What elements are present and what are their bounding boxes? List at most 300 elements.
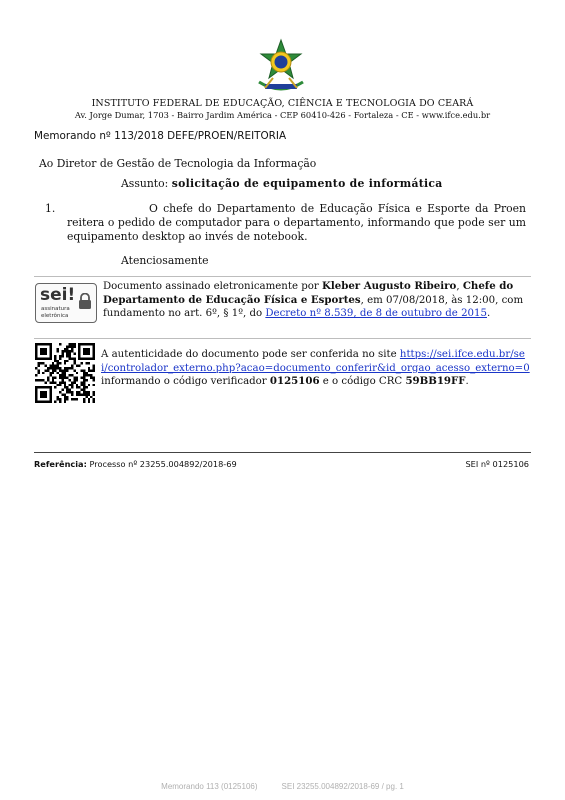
qr-module <box>49 353 51 355</box>
qr-module <box>37 372 39 374</box>
qr-module <box>85 396 87 398</box>
qr-module <box>81 393 83 395</box>
qr-module <box>71 357 73 359</box>
qr-module <box>64 374 66 376</box>
qr-module <box>64 386 66 388</box>
authenticity-mid: informando o código verificador <box>101 376 270 387</box>
qr-module <box>69 379 71 381</box>
qr-module <box>57 384 59 386</box>
qr-module <box>93 401 95 403</box>
qr-module <box>71 384 73 386</box>
qr-module <box>61 372 63 374</box>
qr-module <box>61 353 63 355</box>
signature-end: . <box>487 308 491 319</box>
qr-module <box>93 398 95 400</box>
qr-module <box>78 357 80 359</box>
signer-role: Chefe do Departamento de Educação Física e Esportes <box>103 280 514 306</box>
qr-module <box>76 384 78 386</box>
qr-module <box>45 369 47 371</box>
qr-module <box>66 391 68 393</box>
subject-text: solicitação de equipamento de informática <box>171 177 443 190</box>
qr-module <box>42 396 44 398</box>
qr-module <box>57 360 59 362</box>
qr-module <box>71 393 73 395</box>
page-footer <box>0 782 565 791</box>
qr-module <box>35 396 37 398</box>
qr-module <box>93 393 95 395</box>
qr-module <box>69 353 71 355</box>
qr-module <box>66 389 68 391</box>
qr-module <box>40 391 42 393</box>
decree-link[interactable]: Decreto nº 8.539, de 8 de outubro de 2015 <box>265 308 487 319</box>
qr-module <box>83 350 85 352</box>
qr-module <box>59 355 61 357</box>
qr-module <box>40 357 42 359</box>
divider-top <box>34 276 531 277</box>
qr-module <box>49 365 51 367</box>
qr-module <box>83 401 85 403</box>
qr-module <box>88 393 90 395</box>
qr-module <box>47 401 49 403</box>
qr-module <box>59 369 61 371</box>
qr-module <box>57 365 59 367</box>
qr-module <box>66 377 68 379</box>
qr-module <box>78 365 80 367</box>
crc-code: 59BB19FF <box>405 375 466 387</box>
qr-module <box>64 350 66 352</box>
qr-module <box>83 398 85 400</box>
qr-module <box>83 393 85 395</box>
qr-module <box>71 348 73 350</box>
qr-module <box>90 369 92 371</box>
qr-module <box>61 377 63 379</box>
qr-module <box>59 357 61 359</box>
signature-comma: , <box>456 281 463 292</box>
qr-module <box>42 350 44 352</box>
qr-module <box>49 393 51 395</box>
qr-module <box>47 379 49 381</box>
qr-module <box>37 369 39 371</box>
qr-module <box>88 401 90 403</box>
qr-module <box>35 398 37 400</box>
qr-module <box>42 401 44 403</box>
qr-module <box>88 384 90 386</box>
qr-module <box>66 350 68 352</box>
qr-module <box>78 353 80 355</box>
authenticity-intro: A autenticidade do documento pode ser conferida no site <box>101 349 400 360</box>
footer-document: Memorando 113 (0125106) <box>161 782 258 791</box>
qr-module <box>59 362 61 364</box>
qr-module <box>49 345 51 347</box>
qr-module <box>52 362 54 364</box>
qr-module <box>52 381 54 383</box>
qr-module <box>54 355 56 357</box>
qr-module <box>78 391 80 393</box>
qr-module <box>83 374 85 376</box>
qr-module <box>45 343 47 345</box>
qr-module <box>40 350 42 352</box>
qr-module <box>78 350 80 352</box>
qr-module <box>45 393 47 395</box>
qr-module <box>88 348 90 350</box>
qr-module <box>45 365 47 367</box>
reference-label: Referência: <box>34 459 87 469</box>
qr-module <box>81 357 83 359</box>
qr-module <box>57 362 59 364</box>
qr-module <box>83 391 85 393</box>
qr-module <box>49 367 51 369</box>
qr-module <box>71 398 73 400</box>
qr-module <box>73 360 75 362</box>
qr-module <box>64 367 66 369</box>
qr-module <box>59 398 61 400</box>
qr-module <box>83 357 85 359</box>
qr-module <box>69 357 71 359</box>
qr-module <box>71 365 73 367</box>
qr-module <box>45 381 47 383</box>
qr-module <box>93 377 95 379</box>
qr-module <box>42 353 44 355</box>
qr-module <box>49 391 51 393</box>
qr-module <box>76 372 78 374</box>
qr-module <box>45 396 47 398</box>
qr-module <box>64 384 66 386</box>
qr-module <box>64 372 66 374</box>
qr-module <box>64 381 66 383</box>
qr-module <box>76 398 78 400</box>
qr-module <box>52 369 54 371</box>
qr-module <box>64 369 66 371</box>
qr-module <box>49 355 51 357</box>
qr-module <box>83 379 85 381</box>
qr-module <box>52 365 54 367</box>
qr-module <box>37 343 39 345</box>
qr-module <box>76 393 78 395</box>
qr-module <box>49 398 51 400</box>
qr-module <box>45 348 47 350</box>
qr-module <box>66 396 68 398</box>
qr-module <box>66 360 68 362</box>
qr-module <box>66 345 68 347</box>
qr-code <box>35 343 95 403</box>
qr-module <box>69 384 71 386</box>
qr-module <box>42 393 44 395</box>
signature-intro: Documento assinado eletronicamente por <box>103 281 322 292</box>
qr-module <box>40 401 42 403</box>
qr-module <box>73 381 75 383</box>
qr-module <box>42 362 44 364</box>
qr-module <box>40 393 42 395</box>
sei-verification-link[interactable]: https://sei.ifce.edu.br/sei/controlador_externo.php?acao=documento_conferir&id_orgao_acesso_externo=0 <box>101 349 530 374</box>
qr-module <box>35 353 37 355</box>
qr-module <box>35 350 37 352</box>
qr-module <box>49 396 51 398</box>
qr-module <box>40 396 42 398</box>
qr-module <box>57 367 59 369</box>
qr-module <box>37 357 39 359</box>
qr-module <box>93 345 95 347</box>
qr-module <box>59 381 61 383</box>
qr-module <box>64 396 66 398</box>
qr-module <box>45 386 47 388</box>
authenticity-and: e o código CRC <box>319 376 406 387</box>
qr-module <box>71 367 73 369</box>
qr-module <box>78 348 80 350</box>
qr-module <box>66 353 68 355</box>
memo-recipient: Ao Diretor de Gestão de Tecnologia da Informação <box>39 157 317 170</box>
reference-process <box>34 459 237 469</box>
qr-module <box>88 362 90 364</box>
qr-module <box>47 357 49 359</box>
qr-module <box>93 391 95 393</box>
qr-module <box>59 374 61 376</box>
qr-module <box>85 393 87 395</box>
qr-module <box>42 391 44 393</box>
divider-reference <box>34 452 531 453</box>
qr-module <box>47 377 49 379</box>
footer-process-page: SEI 23255.004892/2018-69 / pg. 1 <box>281 782 404 791</box>
qr-module <box>93 369 95 371</box>
qr-module <box>69 355 71 357</box>
qr-module <box>93 353 95 355</box>
qr-module <box>93 357 95 359</box>
qr-module <box>88 357 90 359</box>
qr-module <box>49 350 51 352</box>
qr-module <box>35 391 37 393</box>
qr-module <box>66 398 68 400</box>
qr-module <box>45 350 47 352</box>
qr-module <box>81 362 83 364</box>
qr-module <box>64 360 66 362</box>
qr-module <box>78 355 80 357</box>
qr-module <box>57 350 59 352</box>
qr-module <box>45 401 47 403</box>
institution-address: Av. Jorge Dumar, 1703 - Bairro Jardim América - CEP 60410-426 - Fortaleza - CE - www.ifce.edu.br <box>74 110 491 120</box>
qr-module <box>85 343 87 345</box>
qr-module <box>54 377 56 379</box>
qr-module <box>73 353 75 355</box>
sei-logo-sub2: eletrônica <box>41 313 69 319</box>
memo-subject <box>121 177 443 190</box>
qr-module <box>61 350 63 352</box>
qr-module <box>76 365 78 367</box>
qr-module <box>85 391 87 393</box>
qr-module <box>69 391 71 393</box>
qr-module <box>57 372 59 374</box>
qr-module <box>66 386 68 388</box>
qr-module <box>49 374 51 376</box>
qr-module <box>88 391 90 393</box>
qr-module <box>76 386 78 388</box>
qr-module <box>85 357 87 359</box>
qr-module <box>88 353 90 355</box>
qr-module <box>37 379 39 381</box>
qr-module <box>61 379 63 381</box>
qr-module <box>78 345 80 347</box>
qr-module <box>49 348 51 350</box>
signature-date-text: , em 07/08/2018, às 12:00, com fundamento no art. 6º, § 1º, do <box>103 294 524 319</box>
qr-module <box>61 355 63 357</box>
qr-module <box>76 379 78 381</box>
qr-module <box>40 353 42 355</box>
qr-module <box>37 386 39 388</box>
qr-module <box>35 348 37 350</box>
qr-module <box>90 357 92 359</box>
paragraph-number: 1. <box>45 202 56 215</box>
subject-prefix: Assunto: <box>121 177 172 190</box>
qr-module <box>66 367 68 369</box>
qr-module <box>40 362 42 364</box>
qr-module <box>93 384 95 386</box>
coat-of-arms-emblem <box>251 38 311 94</box>
qr-module <box>37 365 39 367</box>
qr-module <box>45 391 47 393</box>
memo-identifier: Memorando nº 113/2018 DEFE/PROEN/REITORIA <box>34 130 287 142</box>
qr-module <box>73 377 75 379</box>
institution-name: INSTITUTO FEDERAL DE EDUCAÇÃO, CIÊNCIA E TECNOLOGIA DO CEARÁ <box>91 98 474 109</box>
qr-module <box>45 353 47 355</box>
qr-module <box>76 377 78 379</box>
qr-module <box>71 345 73 347</box>
verifier-code: 0125106 <box>269 375 320 387</box>
sei-logo-text: sei! <box>40 285 76 305</box>
qr-module <box>42 343 44 345</box>
qr-module <box>37 401 39 403</box>
qr-module <box>90 374 92 376</box>
qr-module <box>45 357 47 359</box>
qr-module <box>35 386 37 388</box>
qr-module <box>85 374 87 376</box>
qr-module <box>66 348 68 350</box>
qr-module <box>42 386 44 388</box>
qr-module <box>42 348 44 350</box>
qr-module <box>57 348 59 350</box>
qr-module <box>59 343 61 345</box>
qr-module <box>35 345 37 347</box>
qr-module <box>93 365 95 367</box>
qr-module <box>71 343 73 345</box>
qr-module <box>85 348 87 350</box>
qr-module <box>57 398 59 400</box>
signature-block <box>103 280 528 321</box>
qr-module <box>59 367 61 369</box>
qr-module <box>93 355 95 357</box>
qr-module <box>49 401 51 403</box>
qr-module <box>90 396 92 398</box>
qr-module <box>61 393 63 395</box>
qr-module <box>73 369 75 371</box>
qr-module <box>88 369 90 371</box>
qr-module <box>73 379 75 381</box>
qr-module <box>35 379 37 381</box>
qr-module <box>49 372 51 374</box>
qr-module <box>83 386 85 388</box>
qr-module <box>59 377 61 379</box>
qr-module <box>93 343 95 345</box>
qr-module <box>54 365 56 367</box>
qr-module <box>54 381 56 383</box>
authenticity-block <box>101 348 531 389</box>
qr-module <box>54 367 56 369</box>
qr-module <box>66 355 68 357</box>
qr-module <box>71 391 73 393</box>
signer-name: Kleber Augusto Ribeiro <box>322 280 457 292</box>
qr-module <box>83 353 85 355</box>
qr-module <box>71 374 73 376</box>
qr-module <box>81 389 83 391</box>
qr-module <box>81 381 83 383</box>
qr-module <box>83 377 85 379</box>
qr-module <box>54 386 56 388</box>
qr-module <box>71 381 73 383</box>
qr-module <box>49 389 51 391</box>
qr-module <box>64 377 66 379</box>
qr-module <box>73 343 75 345</box>
qr-module <box>64 362 66 364</box>
qr-module <box>85 353 87 355</box>
qr-module <box>93 350 95 352</box>
qr-module <box>61 369 63 371</box>
qr-module <box>42 372 44 374</box>
qr-module <box>85 350 87 352</box>
qr-module <box>54 357 56 359</box>
qr-module <box>69 343 71 345</box>
qr-module <box>42 379 44 381</box>
qr-module <box>35 355 37 357</box>
qr-module <box>40 348 42 350</box>
qr-module <box>64 401 66 403</box>
qr-module <box>52 379 54 381</box>
qr-module <box>54 401 56 403</box>
qr-module <box>81 343 83 345</box>
qr-module <box>93 367 95 369</box>
qr-module <box>83 372 85 374</box>
qr-module <box>66 369 68 371</box>
reference-sei-number: SEI nº 0125106 <box>465 459 529 469</box>
qr-module <box>64 348 66 350</box>
qr-module <box>73 357 75 359</box>
qr-module <box>88 343 90 345</box>
qr-module <box>85 379 87 381</box>
qr-module <box>93 379 95 381</box>
qr-module <box>78 343 80 345</box>
qr-module <box>35 343 37 345</box>
qr-module <box>35 367 37 369</box>
qr-module <box>35 389 37 391</box>
qr-module <box>49 381 51 383</box>
qr-module <box>35 357 37 359</box>
qr-module <box>69 350 71 352</box>
qr-module <box>47 343 49 345</box>
qr-module <box>61 374 63 376</box>
qr-module <box>88 374 90 376</box>
qr-module <box>78 386 80 388</box>
qr-module <box>81 369 83 371</box>
reference-process-number: Processo nº 23255.004892/2018-69 <box>86 459 237 469</box>
qr-module <box>93 348 95 350</box>
qr-module <box>40 343 42 345</box>
qr-module <box>47 367 49 369</box>
qr-module <box>90 343 92 345</box>
memo-closing: Atenciosamente <box>121 254 209 267</box>
qr-module <box>83 384 85 386</box>
qr-module <box>49 343 51 345</box>
qr-module <box>49 386 51 388</box>
qr-module <box>59 401 61 403</box>
qr-module <box>69 367 71 369</box>
qr-module <box>69 374 71 376</box>
qr-module <box>71 386 73 388</box>
